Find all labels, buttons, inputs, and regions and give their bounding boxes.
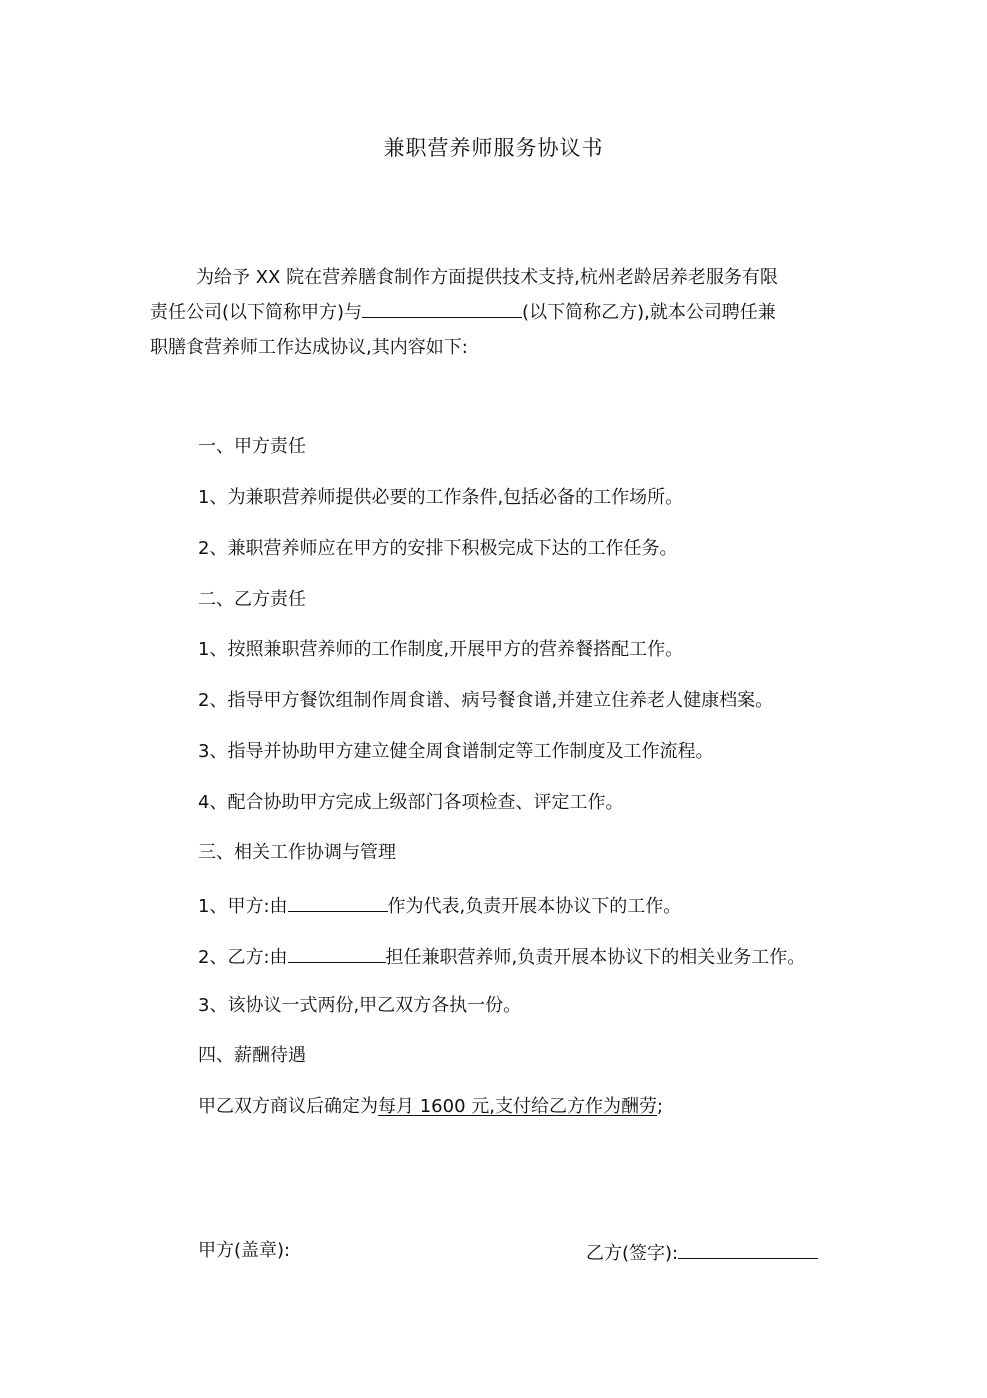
party-a-seal-label: 甲方(盖章): — [198, 1240, 291, 1261]
section-3-item-3: 3、该协议一式两份,甲乙双方各执一份。 — [198, 995, 522, 1016]
intro-line-1: 为给予 XX 院在营养膳食制作方面提供技术支持,杭州老龄居养老服务有限 — [196, 267, 778, 288]
intro-line-2-before: 责任公司(以下简称甲方)与 — [150, 302, 363, 323]
party-b-signature-blank[interactable] — [678, 1236, 818, 1259]
section-1-item-1: 1、为兼职营养师提供必要的工作条件,包括必备的工作场所。 — [198, 487, 684, 508]
salary-terms: 每月 1600 元,支付给乙方作为酬劳 — [378, 1096, 657, 1117]
section-3-item-2-after: 担任兼职营养师,负责开展本协议下的相关业务工作。 — [385, 947, 806, 968]
intro-line-2-after: (以下简称乙方),就本公司聘任兼 — [522, 302, 776, 323]
section-3-heading: 三、相关工作协调与管理 — [198, 842, 396, 863]
party-a-representative-blank[interactable] — [288, 889, 388, 912]
section-2-item-4: 4、配合协助甲方完成上级部门各项检查、评定工作。 — [198, 792, 624, 813]
party-b-name-blank[interactable] — [362, 295, 522, 318]
section-4-heading: 四、薪酬待遇 — [198, 1045, 306, 1066]
party-b-signature-line — [586, 1236, 818, 1265]
section-2-heading: 二、乙方责任 — [198, 589, 306, 610]
section-4-text — [198, 1092, 663, 1118]
section-3-item-1 — [198, 889, 681, 918]
section-2-item-3: 3、指导并协助甲方建立健全周食谱制定等工作制度及工作流程。 — [198, 741, 714, 762]
section-2-item-1: 1、按照兼职营养师的工作制度,开展甲方的营养餐搭配工作。 — [198, 639, 684, 660]
section-4-text-after: ; — [656, 1096, 664, 1117]
section-4-text-before: 甲乙双方商议后确定为 — [198, 1096, 378, 1117]
intro-line-2 — [150, 295, 850, 330]
intro-paragraph — [150, 260, 850, 365]
section-3-item-2-before: 2、乙方:由 — [198, 947, 288, 968]
intro-line-3: 职膳食营养师工作达成协议,其内容如下: — [150, 337, 468, 358]
document-title: 兼职营养师服务协议书 — [383, 136, 604, 160]
party-b-nutritionist-blank[interactable] — [288, 940, 386, 963]
section-3-item-2 — [198, 940, 805, 969]
section-3-item-1-after: 作为代表,负责开展本协议下的工作。 — [387, 896, 682, 917]
party-b-signature-label: 乙方(签字): — [586, 1243, 679, 1264]
section-3-item-1-before: 1、甲方:由 — [198, 896, 288, 917]
section-1-item-2: 2、兼职营养师应在甲方的安排下积极完成下达的工作任务。 — [198, 538, 678, 559]
section-1-heading: 一、甲方责任 — [198, 436, 306, 457]
section-2-item-2: 2、指导甲方餐饮组制作周食谱、病号餐食谱,并建立住养老人健康档案。 — [198, 690, 774, 711]
